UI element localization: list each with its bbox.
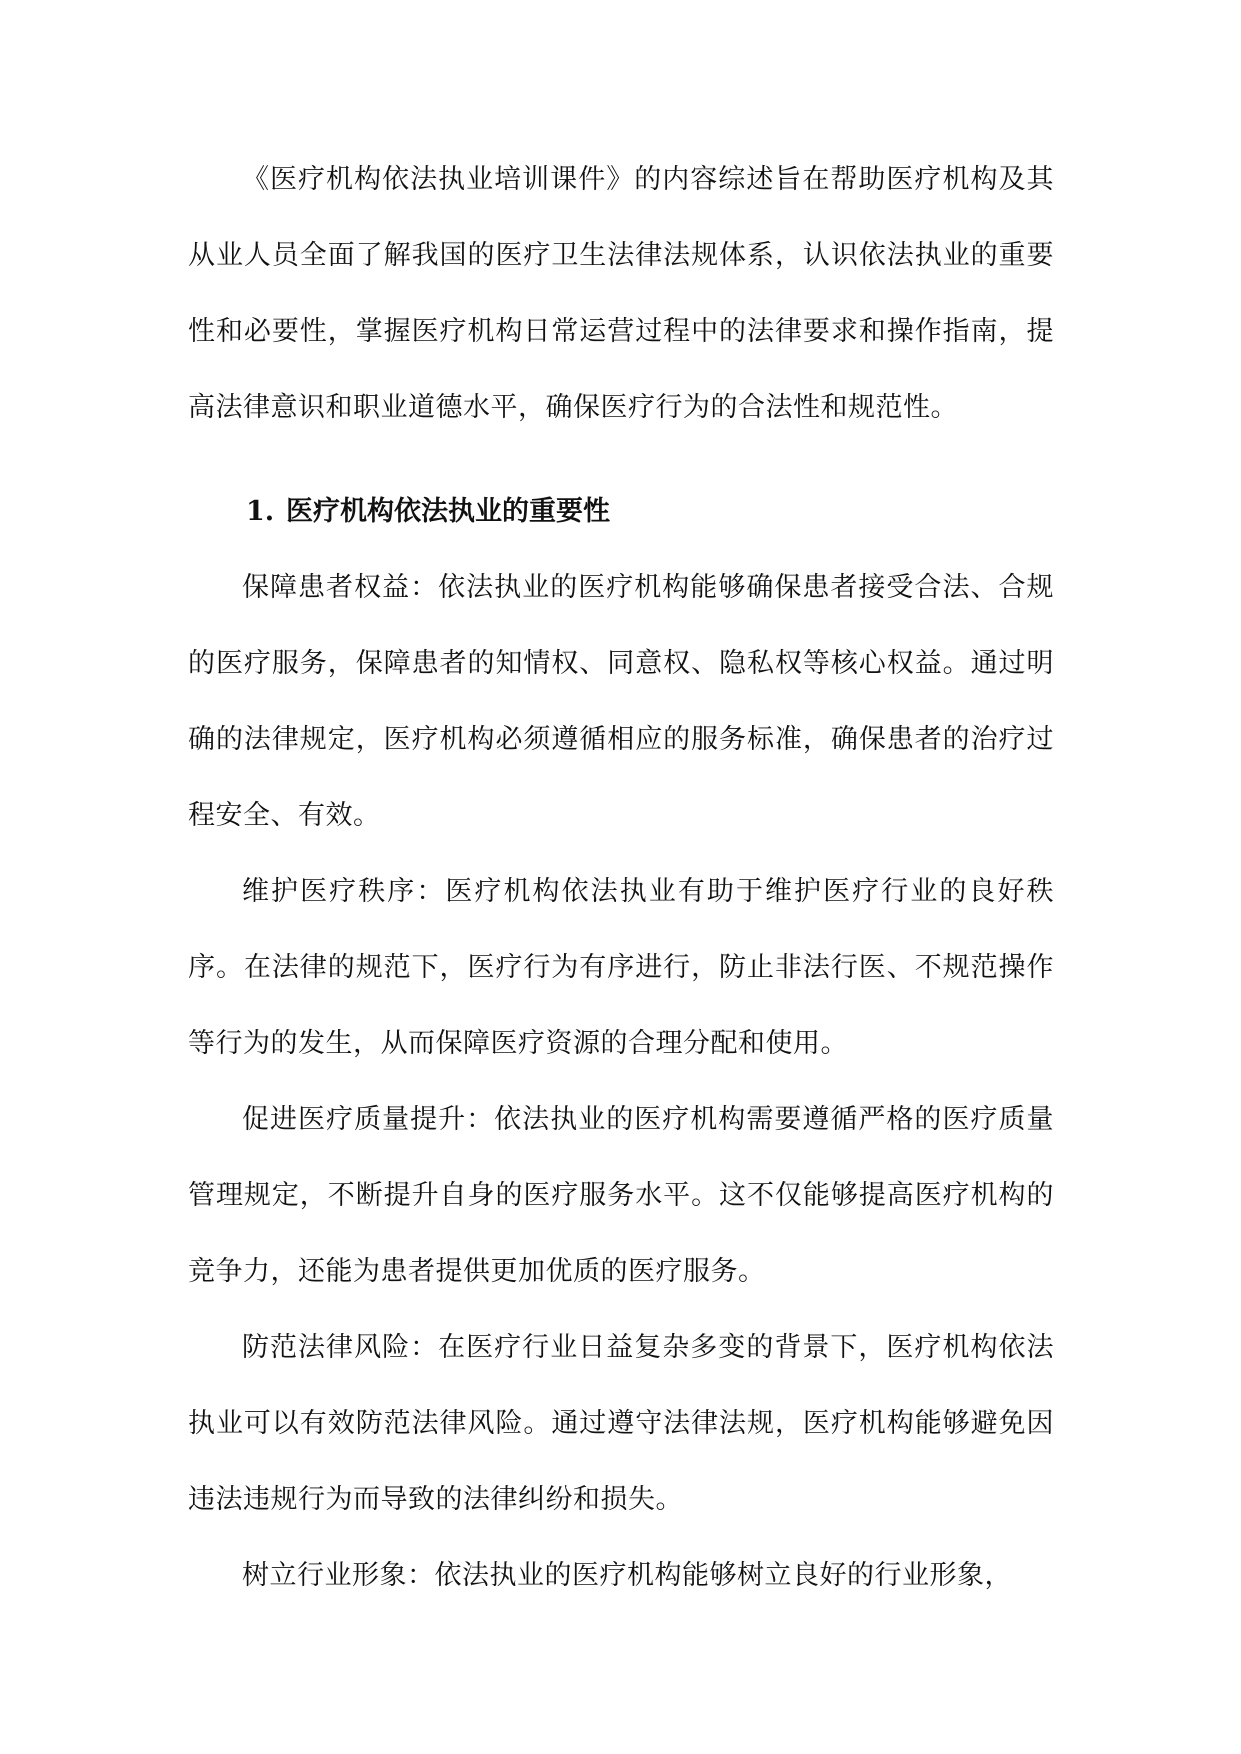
intro-paragraph: 《医疗机构依法执业培训课件》的内容综述旨在帮助医疗机构及其从业人员全面了解我国的医疗卫生法律法规体系，认识依法执业的重要性和必要性，掌握医疗机构日常运营过程中的法律要求和操作指南，提高法律意识和职业道德水平，确保医疗行为的合法性和规范性。 bbox=[188, 164, 1054, 423]
paragraph-legal-risk: 防范法律风险：在医疗行业日益复杂多变的背景下，医疗机构依法执业可以有效防范法律风险。通过遵守法律法规，医疗机构能够避免因违法违规行为而导致的法律纠纷和损失。 bbox=[188, 1332, 1054, 1515]
paragraph-quality: 促进医疗质量提升：依法执业的医疗机构需要遵循严格的医疗质量管理规定，不断提升自身的医疗服务水平。这不仅能够提高医疗机构的竞争力，还能为患者提供更加优质的医疗服务。 bbox=[188, 1104, 1054, 1287]
section-number: 1. bbox=[246, 496, 275, 527]
section-title: 医疗机构依法执业的重要性 bbox=[286, 496, 610, 527]
section-heading bbox=[188, 474, 1054, 550]
document-body bbox=[188, 142, 1054, 1614]
paragraph-patient-rights: 保障患者权益：依法执业的医疗机构能够确保患者接受合法、合规的医疗服务，保障患者的知情权、同意权、隐私权等核心权益。通过明确的法律规定，医疗机构必须遵循相应的服务标准，确保患者的治疗过程安全、有效。 bbox=[188, 572, 1054, 831]
paragraph-medical-order: 维护医疗秩序：医疗机构依法执业有助于维护医疗行业的良好秩序。在法律的规范下，医疗行为有序进行，防止非法行医、不规范操作等行为的发生，从而保障医疗资源的合理分配和使用。 bbox=[188, 876, 1054, 1059]
paragraph-industry-image: 树立行业形象：依法执业的医疗机构能够树立良好的行业形象， bbox=[242, 1560, 1012, 1591]
